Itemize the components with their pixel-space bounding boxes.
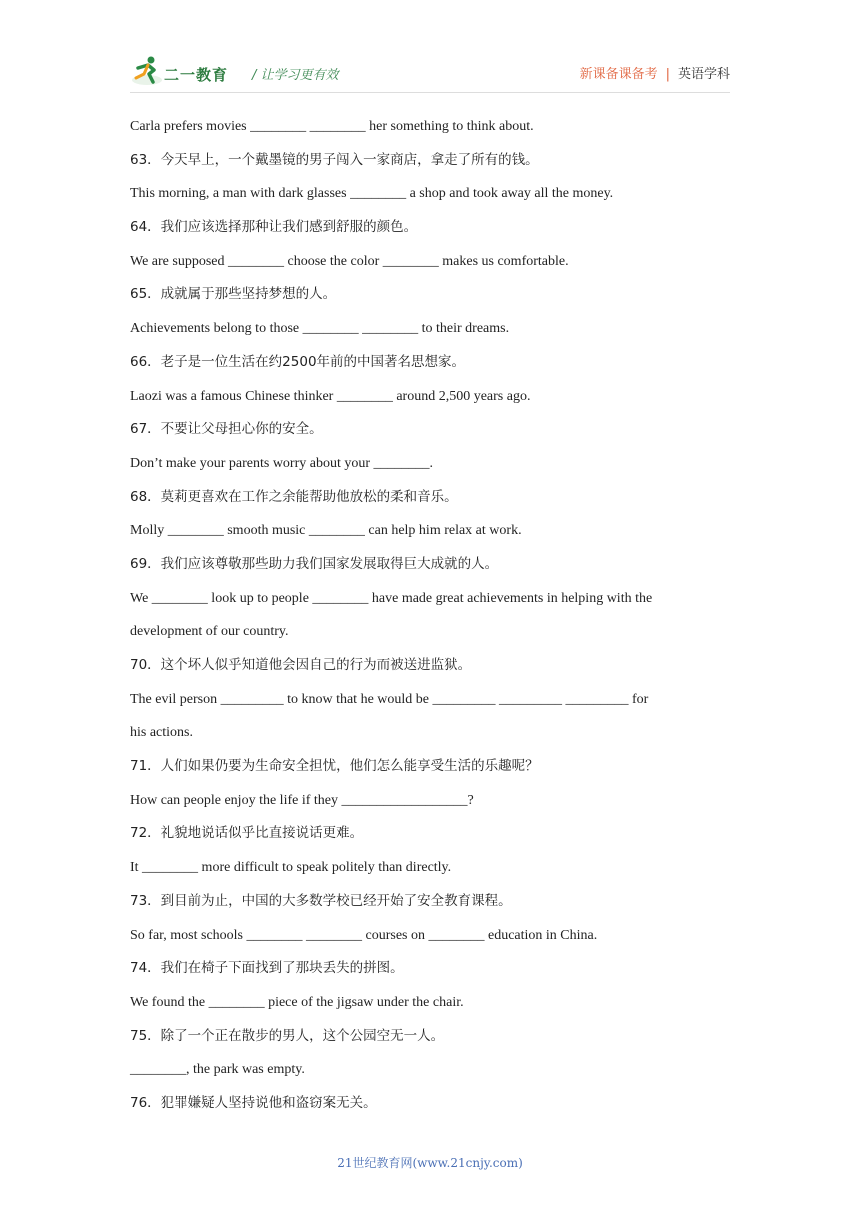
question-line: 64．我们应该选择那种让我们感到舒服的颜色。 — [130, 219, 418, 236]
text-line: Achievements belong to those ________ ________ to their dreams. — [130, 321, 510, 337]
text-line: his actions. — [130, 725, 193, 741]
text-line: Molly ________ smooth music ________ can help him relax at work. — [130, 523, 522, 539]
header-separator: | — [665, 67, 670, 82]
question-line: 67．不要让父母担心你的安全。 — [130, 421, 323, 438]
question-line: 74．我们在椅子下面找到了那块丢失的拼图。 — [130, 960, 404, 977]
text-line: The evil person _________ to know that he would be _________ _________ _________ for — [130, 691, 649, 707]
text-line: We ________ look up to people ________ have made great achievements in helping with the — [130, 590, 653, 606]
question-line: 71．人们如果仍要为生命安全担忧，他们怎么能享受生活的乐趣呢？ — [130, 758, 539, 775]
question-line: 73．到目前为止，中国的大多数学校已经开始了安全教育课程。 — [130, 892, 512, 909]
header-right — [580, 63, 730, 82]
text-line: So far, most schools ________ ________ courses on ________ education in China. — [130, 927, 598, 943]
question-line: 70．这个坏人似乎知道他会因自己的行为而被送进监狱。 — [130, 657, 472, 673]
question-line: 76．犯罪嫌疑人坚持说他和盗窃案无关。 — [130, 1094, 377, 1111]
question-line: 66．老子是一位生活在约2500年前的中国著名思想家。 — [130, 353, 466, 370]
question-line: 72．礼貌地说话似乎比直接说话更难。 — [130, 825, 364, 842]
question-line: 69．我们应该尊敬那些助力我们国家发展取得巨大成就的人。 — [130, 555, 499, 572]
text-line: Don’t make your parents worry about your ________. — [130, 455, 434, 471]
header-subject: 英语学科 — [677, 67, 730, 82]
site-logo[interactable] — [130, 54, 240, 88]
page-header — [130, 54, 730, 90]
text-line: We found the ________ piece of the jigsaw under the chair. — [130, 994, 464, 1010]
text-line: Carla prefers movies ________ ________ her something to think about. — [130, 119, 534, 134]
question-line: 75．除了一个正在散步的男人，这个公园空无一人。 — [130, 1027, 445, 1044]
document-body — [130, 110, 720, 1121]
header-slogan: / 让学习更有效 — [252, 68, 339, 83]
logo-text: 二一教育 — [164, 66, 229, 84]
runner-logo-icon — [130, 54, 164, 88]
text-line: This morning, a man with dark glasses ________ a shop and took away all the money. — [130, 186, 614, 202]
text-line: We are supposed ________ choose the color ________ makes us comfortable. — [130, 253, 569, 269]
header-divider — [130, 92, 730, 93]
header-course-label: 新课备课备考 — [579, 67, 658, 82]
question-line: 63．今天早上，一个戴墨镜的男子闯入一家商店，拿走了所有的钱。 — [130, 151, 539, 168]
text-line: development of our country. — [130, 624, 289, 640]
text-line: ________, the park was empty. — [130, 1062, 305, 1078]
page-footer[interactable]: 21世纪教育网(www.21cnjy.com) — [337, 1156, 523, 1170]
text-line: How can people enjoy the life if they __________________? — [130, 792, 474, 808]
question-line: 68．莫莉更喜欢在工作之余能帮助他放松的柔和音乐。 — [130, 488, 458, 505]
text-line: It ________ more difficult to speak politely than directly. — [130, 860, 452, 876]
text-line: Laozi was a famous Chinese thinker ________ around 2,500 years ago. — [130, 388, 531, 404]
question-line: 65．成就属于那些坚持梦想的人。 — [130, 286, 337, 303]
